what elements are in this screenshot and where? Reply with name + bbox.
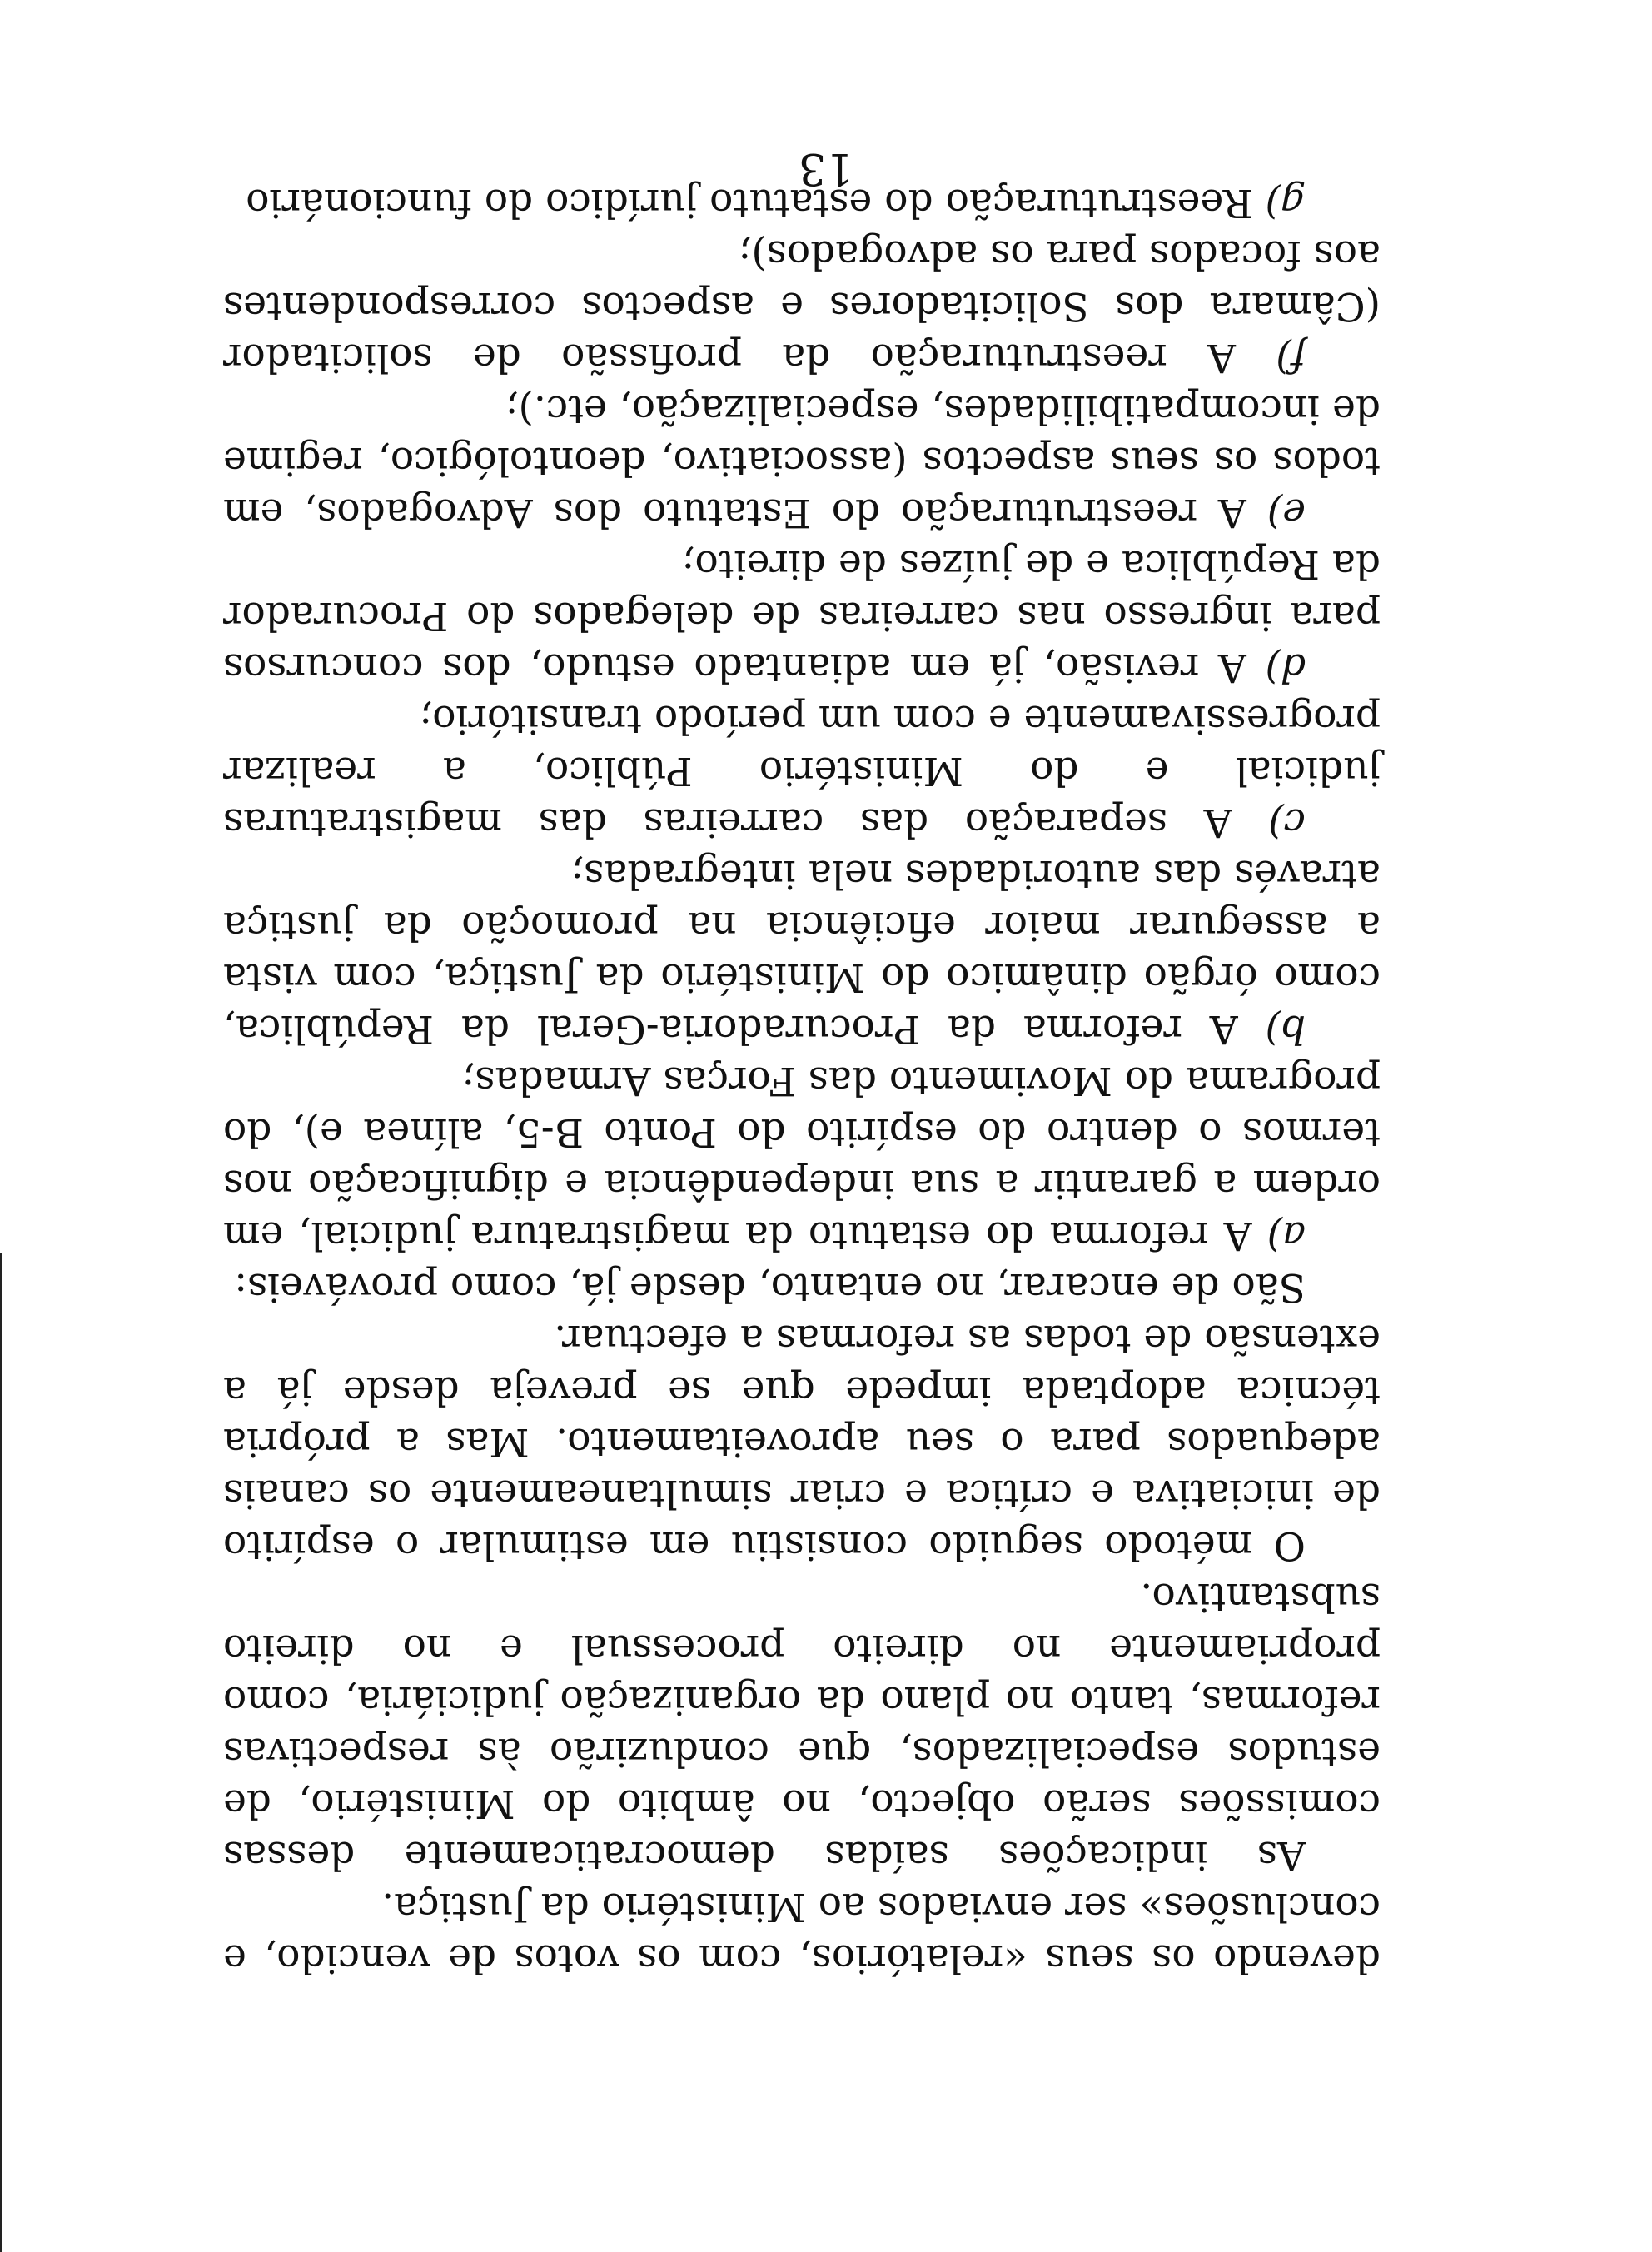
paragraph: São de encarar, no entanto, desde já, como prováveis:: [234, 1264, 1306, 1310]
list-item: [223, 538, 1381, 693]
paragraph: O método seguido consistiu em estimular o espírito de iniciativa e crítica e criar simultaneamente os canais adequados para o seu aproveitamento. Mas a própria técnica adoptada impede que se preveja desde já a extensão de todas as reformas a efectuar.: [223, 1316, 1381, 1568]
item-letter: c): [1268, 800, 1306, 845]
item-letter: d): [1265, 645, 1306, 690]
item-letter: b): [1265, 1006, 1306, 1052]
item-letter: f): [1276, 335, 1306, 381]
item-letter: g): [1265, 180, 1306, 226]
item-text: A reestruturação da profissão de solicitador (Câmara dos Solicitadores e aspectos correspondentes aos focados para os advogados);: [223, 232, 1381, 381]
item-text: A reforma da Procuradoria-Geral da República, como órgão dinâmico do Ministério da Justiça, com vista a assegurar maior eficiência na promoção da justiça através das autoridades nela integradas;: [223, 851, 1381, 1052]
item-text: A separação das carreiras das magistraturas judicial e do Ministério Público, a realizar progressivamente e com um período transitório;: [223, 696, 1381, 845]
item-letter: a): [1266, 1213, 1306, 1258]
list-item: [223, 1054, 1381, 1261]
scan-edge-shadow: [0, 1253, 2, 2252]
list-item: [223, 693, 1381, 848]
item-text: Reestruturação do estatuto jurídico do funcionário: [246, 180, 1253, 226]
paragraph: devendo os seus «relatórios, com os votos de vencido, e conclusões» ser enviados ao Ministério da Justiça.: [223, 1884, 1381, 1981]
list-item: [223, 848, 1381, 1054]
item-text: A reforma do estatuto da magistratura judicial, em ordem a garantir a sua independência e dignificação nos termos o dentro do espírito do Ponto B-5, alínea e), do programa do Movimento das Forças Armadas;: [223, 1058, 1381, 1258]
list-item: [223, 228, 1381, 383]
list-item: [223, 383, 1381, 538]
page-number: 13: [798, 143, 854, 193]
paragraph: As indicações saídas democraticamente dessas comissões serão objecto, no âmbito do Ministério, de estudos especializados, que conduzirão às respectivas reformas, tanto no plano da organização judiciária, como propriamente no direito processual e no direito substantivo.: [223, 1574, 1381, 1878]
body-text: [223, 177, 1381, 1984]
item-letter: e): [1266, 490, 1306, 536]
item-text: A revisão, já em adiantado estudo, dos concursos para ingresso nas carreiras de delegados do Procurador da República e de juízes de direito;: [223, 541, 1381, 690]
item-text: A reestruturação do Estatuto dos Advogados, em todos os seus aspectos (associativo, deontológico, regime de incompatibilidades, especialização, etc.);: [223, 386, 1381, 536]
